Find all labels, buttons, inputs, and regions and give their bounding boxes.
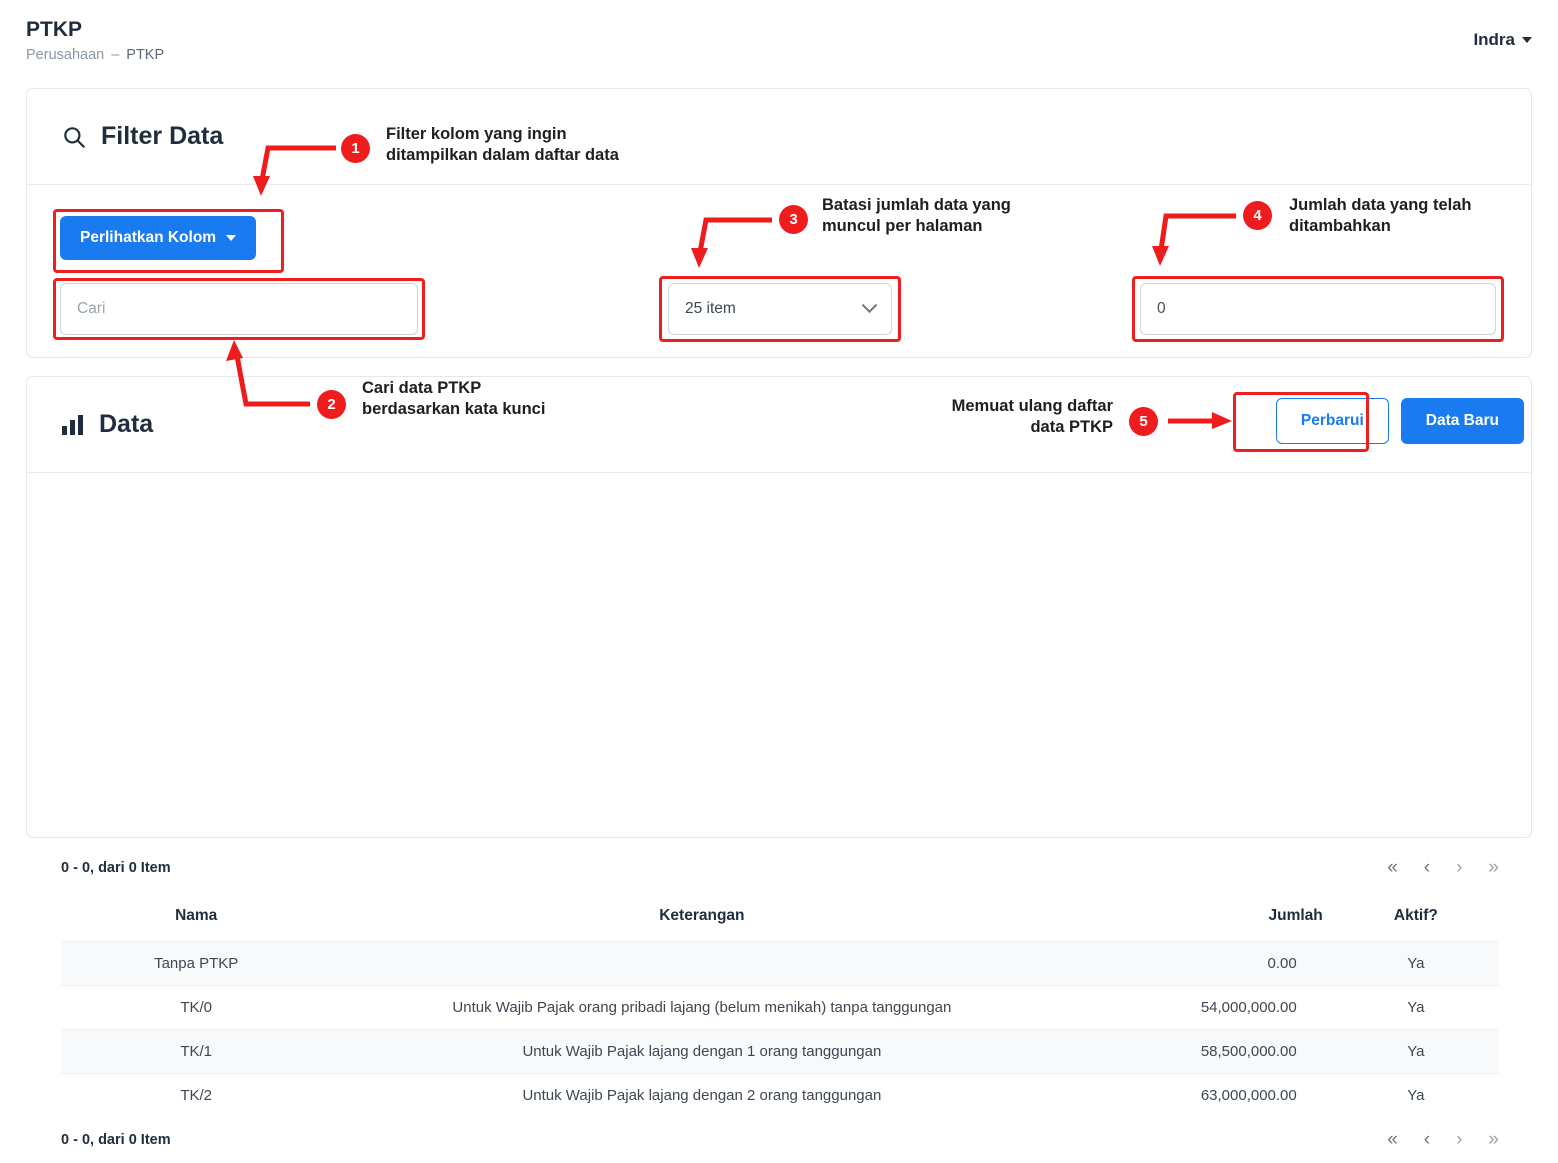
cell-jumlah: 0.00 (1072, 942, 1332, 986)
table-body (61, 942, 1499, 1118)
annotation-badge-1: 1 (341, 134, 370, 163)
cell-aktif: Ya (1333, 1074, 1499, 1118)
data-card (26, 376, 1532, 1150)
page-title: PTKP (26, 17, 83, 41)
breadcrumb-parent[interactable]: Perusahaan (26, 47, 105, 64)
data-table-wrap (27, 845, 1533, 1163)
chevron-down-icon (226, 235, 236, 241)
table-row[interactable] (61, 1074, 1499, 1118)
user-menu-label: Indra (1473, 30, 1515, 49)
chevron-down-icon (1522, 37, 1532, 43)
refresh-button[interactable]: Perbarui (1276, 398, 1389, 444)
cell-keterangan: Untuk Wajib Pajak orang pribadi lajang (belum menikah) tanpa tanggungan (331, 986, 1072, 1030)
cell-jumlah: 63,000,000.00 (1072, 1074, 1332, 1118)
pagination-bottom (1387, 1129, 1499, 1151)
page-prev-button[interactable]: ‹ (1423, 857, 1431, 878)
cell-jumlah: 58,500,000.00 (1072, 1030, 1332, 1074)
column-header-jumlah[interactable]: Jumlah (1268, 907, 1323, 924)
cell-keterangan (331, 942, 1072, 986)
column-header-keterangan[interactable]: Keterangan (659, 907, 745, 924)
breadcrumb-separator: – (111, 47, 120, 64)
ptkp-table (61, 891, 1499, 1117)
new-data-button[interactable]: Data Baru (1401, 398, 1524, 444)
data-card-actions (1276, 398, 1524, 444)
annotation-note-2: Cari data PTKP berdasarkan kata kunci (362, 379, 546, 419)
column-header-nama[interactable]: Nama (175, 907, 218, 924)
chevron-down-icon (862, 297, 878, 313)
cell-nama: TK/0 (61, 986, 331, 1030)
bar-chart-icon (61, 414, 85, 436)
table-head (61, 891, 1499, 942)
cell-aktif: Ya (1333, 1030, 1499, 1074)
breadcrumb (26, 47, 164, 63)
annotation-badge-3: 3 (779, 205, 808, 234)
page-size-select[interactable] (668, 283, 892, 335)
cell-keterangan: Untuk Wajib Pajak lajang dengan 1 orang tanggungan (331, 1030, 1072, 1074)
page-last-button[interactable]: » (1488, 1129, 1499, 1150)
annotation-badge-2: 2 (317, 390, 346, 419)
filter-card-title (61, 122, 223, 151)
page-last-button[interactable]: » (1488, 857, 1499, 878)
cell-nama: TK/2 (61, 1074, 331, 1118)
item-count-top: 0 - 0, dari 0 Item (61, 860, 171, 876)
breadcrumb-current: PTKP (126, 47, 165, 64)
header-left (26, 17, 164, 63)
page-next-button[interactable]: › (1456, 1129, 1463, 1150)
filter-title-text: Filter Data (101, 122, 224, 150)
table-header-row (61, 891, 1499, 942)
column-header-aktif[interactable]: Aktif? (1393, 907, 1438, 924)
cell-aktif: Ya (1333, 986, 1499, 1030)
search-icon (61, 124, 87, 150)
table-row[interactable] (61, 986, 1499, 1030)
cell-nama: Tanpa PTKP (61, 942, 331, 986)
data-title-text: Data (99, 410, 154, 438)
show-columns-button[interactable] (60, 216, 256, 260)
pager-row-top (61, 845, 1499, 891)
annotation-note-5: Memuat ulang daftar data PTKP (951, 397, 1113, 437)
cell-aktif: Ya (1333, 942, 1499, 986)
annotation-badge-5: 5 (1129, 407, 1158, 436)
page-size-value: 25 item (685, 300, 736, 317)
total-added-input[interactable] (1140, 283, 1496, 335)
pager-row-bottom (61, 1117, 1499, 1163)
page-first-button[interactable]: « (1387, 857, 1398, 878)
search-input[interactable] (60, 283, 418, 335)
cell-nama: TK/1 (61, 1030, 331, 1074)
page-prev-button[interactable]: ‹ (1423, 1129, 1431, 1150)
annotation-note-3: Batasi jumlah data yang muncul per halaman (822, 196, 1011, 236)
annotation-note-4: Jumlah data yang telah ditambahkan (1289, 196, 1472, 236)
cell-jumlah: 54,000,000.00 (1072, 986, 1332, 1030)
page-header (0, 0, 1558, 80)
annotation-note-1: Filter kolom yang ingin ditampilkan dalam daftar data (386, 125, 619, 165)
item-count-bottom: 0 - 0, dari 0 Item (61, 1132, 171, 1148)
cell-keterangan: Untuk Wajib Pajak lajang dengan 2 orang tanggungan (331, 1074, 1072, 1118)
filter-card-header (27, 89, 1531, 185)
page-next-button[interactable]: › (1456, 857, 1463, 878)
show-columns-label: Perlihatkan Kolom (80, 229, 217, 246)
pagination-top (1387, 857, 1499, 879)
page-first-button[interactable]: « (1387, 1129, 1398, 1150)
data-card-title (61, 410, 153, 439)
filter-card-body (27, 185, 1531, 207)
user-menu[interactable] (1473, 30, 1532, 50)
annotation-badge-4: 4 (1243, 201, 1272, 230)
table-row[interactable] (61, 942, 1499, 986)
table-row[interactable] (61, 1030, 1499, 1074)
